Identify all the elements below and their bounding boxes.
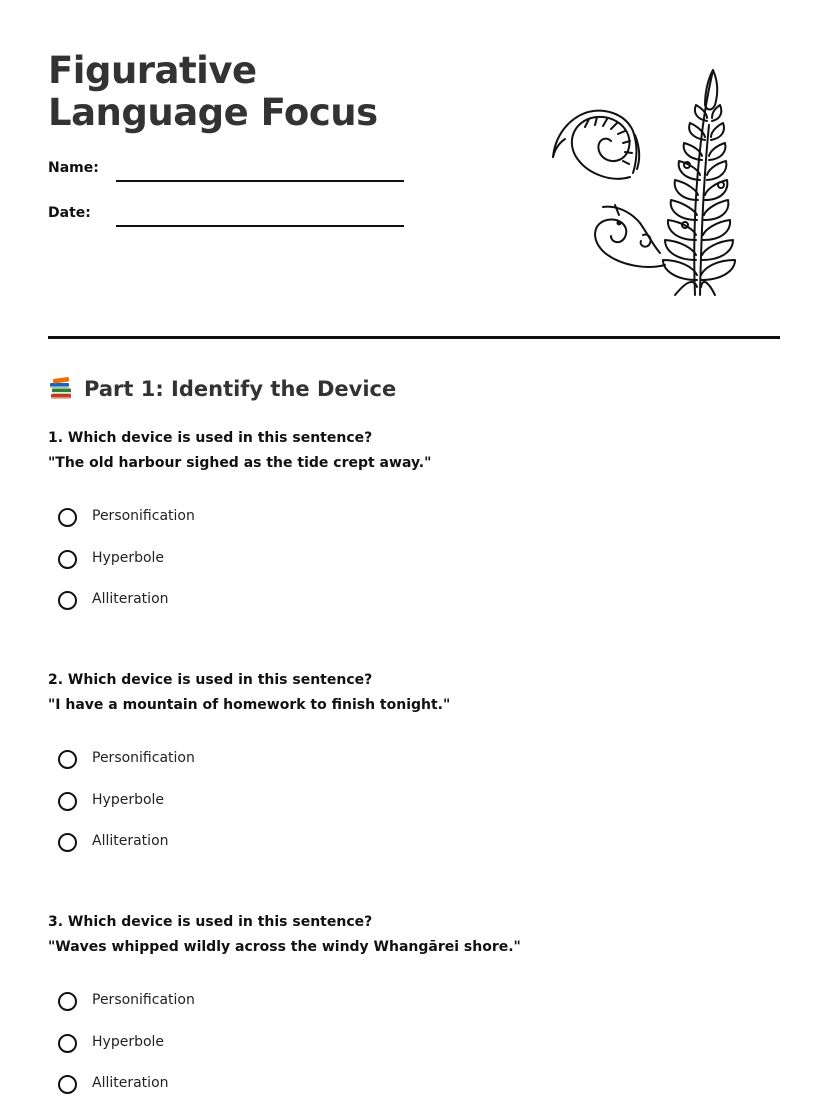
question-prompt: 2. Which device is used in this sentence?: [48, 672, 373, 688]
page-title: Figurative Language Focus: [48, 49, 378, 134]
radio-button[interactable]: [58, 1034, 77, 1053]
option-hyperbole[interactable]: [58, 788, 358, 812]
option-label: Personification: [92, 508, 195, 524]
option-label: Hyperbole: [92, 1034, 165, 1050]
option-label: Hyperbole: [92, 550, 165, 566]
option-label: Personification: [92, 992, 195, 1008]
name-write-line[interactable]: [116, 180, 404, 182]
name-field: [48, 160, 408, 186]
option-label: Alliteration: [92, 591, 169, 607]
radio-button[interactable]: [58, 992, 77, 1011]
question-2: [48, 668, 788, 849]
option-personification[interactable]: [58, 746, 358, 770]
part-1-heading: [48, 374, 396, 404]
question-sentence: "I have a mountain of homework to finish tonight.": [48, 697, 451, 713]
question-prompt: 3. Which device is used in this sentence?: [48, 914, 373, 930]
question-3: [48, 910, 788, 1091]
radio-button[interactable]: [58, 550, 77, 569]
option-hyperbole[interactable]: [58, 546, 358, 570]
option-personification[interactable]: [58, 988, 358, 1012]
option-hyperbole[interactable]: [58, 1030, 358, 1054]
date-write-line[interactable]: [116, 225, 404, 227]
radio-button[interactable]: [58, 591, 77, 610]
koru-fern-illustration: [545, 65, 745, 300]
radio-button[interactable]: [58, 1075, 77, 1094]
books-icon: [48, 376, 74, 402]
date-field: [48, 205, 408, 231]
section-title: Part 1: Identify the Device: [84, 377, 397, 401]
radio-button[interactable]: [58, 750, 77, 769]
name-label: Name:: [48, 160, 99, 176]
radio-button[interactable]: [58, 792, 77, 811]
question-sentence: "The old harbour sighed as the tide crept away.": [48, 455, 432, 471]
option-label: Hyperbole: [92, 792, 165, 808]
option-alliteration[interactable]: [58, 1071, 358, 1095]
radio-button[interactable]: [58, 833, 77, 852]
question-prompt: 1. Which device is used in this sentence?: [48, 430, 373, 446]
date-label: Date:: [48, 205, 91, 221]
section-divider: [48, 336, 780, 339]
option-alliteration[interactable]: [58, 587, 358, 611]
option-label: Personification: [92, 750, 195, 766]
option-label: Alliteration: [92, 1075, 169, 1091]
option-alliteration[interactable]: [58, 829, 358, 853]
option-label: Alliteration: [92, 833, 169, 849]
question-sentence: "Waves whipped wildly across the windy Whangārei shore.": [48, 939, 521, 955]
question-1: [48, 426, 788, 607]
radio-button[interactable]: [58, 508, 77, 527]
option-personification[interactable]: [58, 504, 358, 528]
